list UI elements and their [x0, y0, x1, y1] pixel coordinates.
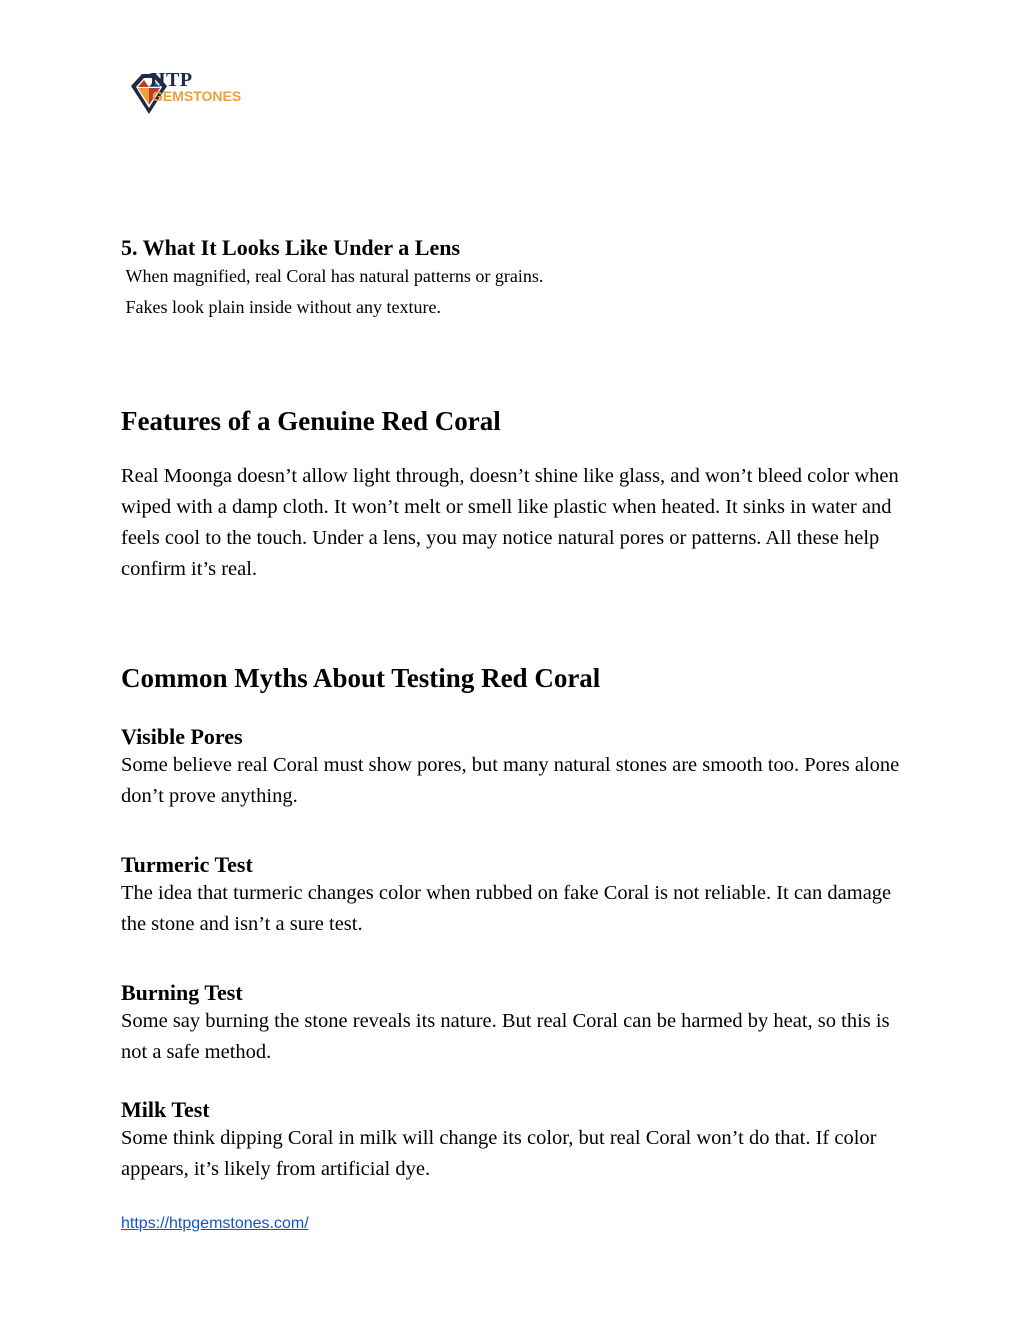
section-heading: 5. What It Looks Like Under a Lens: [121, 235, 461, 260]
lens-line-1: When magnified, real Coral has natural patterns or grains.: [121, 266, 544, 286]
myth-title: Burning Test: [121, 980, 243, 1005]
logo-line-gemstones: GEMSTONES: [152, 88, 242, 104]
section-features: [121, 405, 911, 437]
section-heading: Features of a Genuine Red Coral: [121, 406, 501, 436]
myth-body: Some say burning the stone reveals its nature. But real Coral can be harmed by heat, so this is not a safe method.: [121, 1010, 890, 1063]
website-link[interactable]: https://htpgemstones.com/: [121, 1215, 309, 1232]
section-under-lens: [121, 235, 911, 323]
myth-title: Milk Test: [121, 1097, 210, 1122]
lens-line-2: Fakes look plain inside without any texture.: [121, 297, 441, 317]
myth-body: Some think dipping Coral in milk will change its color, but real Coral won’t do that. If color appears, it’s likely from artificial dye.: [121, 1127, 877, 1180]
myth-body: Some believe real Coral must show pores, but many natural stones are smooth too. Pores alone don’t prove anything.: [121, 754, 900, 807]
myth-item: [121, 852, 911, 940]
myth-body: The idea that turmeric changes color when rubbed on fake Coral is not reliable. It can damage the stone and isn’t a sure test.: [121, 882, 892, 935]
myth-title: Turmeric Test: [121, 852, 253, 877]
features-paragraph-wrap: [121, 461, 911, 585]
myth-item: [121, 724, 911, 812]
myth-item: [121, 980, 911, 1068]
logo-line-htp: HTP: [150, 69, 193, 91]
myth-title: Visible Pores: [121, 724, 243, 749]
section-myths: [121, 662, 911, 694]
brand-logo: [128, 70, 278, 116]
section-heading: Common Myths About Testing Red Coral: [121, 663, 601, 693]
features-paragraph: Real Moonga doesn’t allow light through, doesn’t shine like glass, and won’t bleed color when wiped with a damp cloth. It won’t melt or smell like plastic when heated. It sinks in water and feels cool to the touch. Under a lens, you may notice natural pores or patterns. All these help confirm it’s real.: [121, 465, 899, 580]
myth-item: [121, 1097, 911, 1185]
